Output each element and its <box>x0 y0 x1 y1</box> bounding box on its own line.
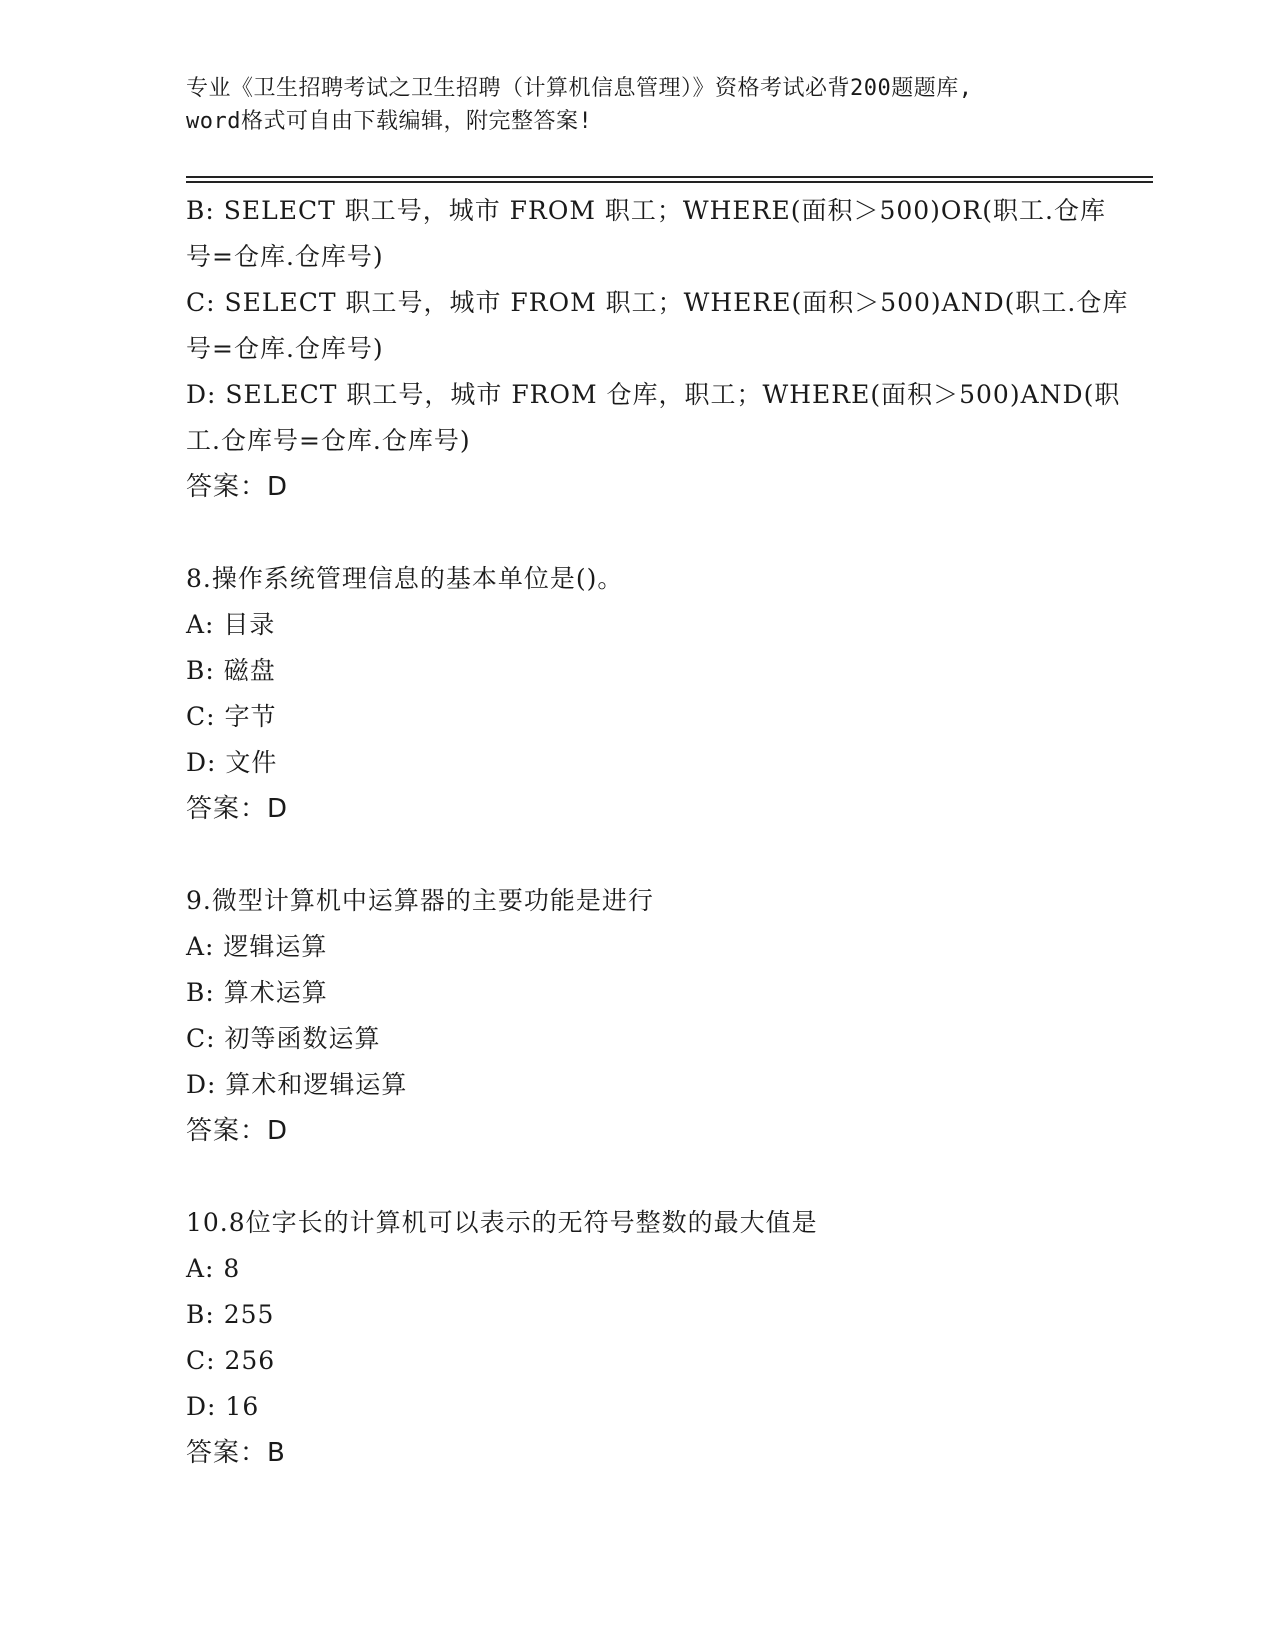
option-line: 号=仓库.仓库号) <box>186 242 384 271</box>
header-title-line-1: 专业《卫生招聘考试之卫生招聘（计算机信息管理）》资格考试必背200题题库, <box>186 76 973 101</box>
page-header <box>186 72 1086 138</box>
option-line: C: SELECT 职工号，城市 FROM 职工；WHERE(面积＞500)AND(职工.仓库 <box>186 288 1129 317</box>
option-a: A: 逻辑运算 <box>186 932 328 961</box>
spacer <box>186 1154 1086 1200</box>
question-10 <box>186 1200 1086 1476</box>
answer-line: 答案：D <box>186 472 289 502</box>
option-line: 号=仓库.仓库号) <box>186 334 384 363</box>
question-stem: 9.微型计算机中运算器的主要功能是进行 <box>186 886 654 915</box>
header-divider <box>186 176 1153 183</box>
option-a: A: 8 <box>186 1254 241 1283</box>
option-b: B: 算术运算 <box>186 978 328 1007</box>
question-content <box>186 188 1129 1476</box>
option-line: D: SELECT 职工号，城市 FROM 仓库，职工；WHERE(面积＞500)AND(职 <box>186 380 1121 409</box>
answer-line: 答案：D <box>186 1116 289 1146</box>
spacer <box>186 510 1086 556</box>
option-line: B: SELECT 职工号，城市 FROM 职工；WHERE(面积＞500)OR(职工.仓库 <box>186 196 1106 225</box>
spacer <box>186 832 1086 878</box>
option-d: D: 16 <box>186 1392 260 1421</box>
option-d: D: 文件 <box>186 748 278 777</box>
option-b: B: 磁盘 <box>186 656 276 685</box>
option-c: C: 256 <box>186 1346 276 1375</box>
question-9 <box>186 878 1086 1154</box>
question-stem: 10.8位字长的计算机可以表示的无符号整数的最大值是 <box>186 1208 818 1237</box>
question-stem: 8.操作系统管理信息的基本单位是()。 <box>186 564 624 593</box>
option-a: A: 目录 <box>186 610 276 639</box>
previous-question-tail <box>186 188 1129 510</box>
question-8 <box>186 556 1086 832</box>
option-c: C: 字节 <box>186 702 277 731</box>
option-c: C: 初等函数运算 <box>186 1024 381 1053</box>
header-title-line-2: word格式可自由下载编辑，附完整答案! <box>186 109 593 134</box>
option-d: D: 算术和逻辑运算 <box>186 1070 408 1099</box>
option-line: 工.仓库号=仓库.仓库号) <box>186 426 471 455</box>
answer-line: 答案：D <box>186 794 289 824</box>
answer-line: 答案：B <box>186 1438 286 1468</box>
option-b: B: 255 <box>186 1300 275 1329</box>
